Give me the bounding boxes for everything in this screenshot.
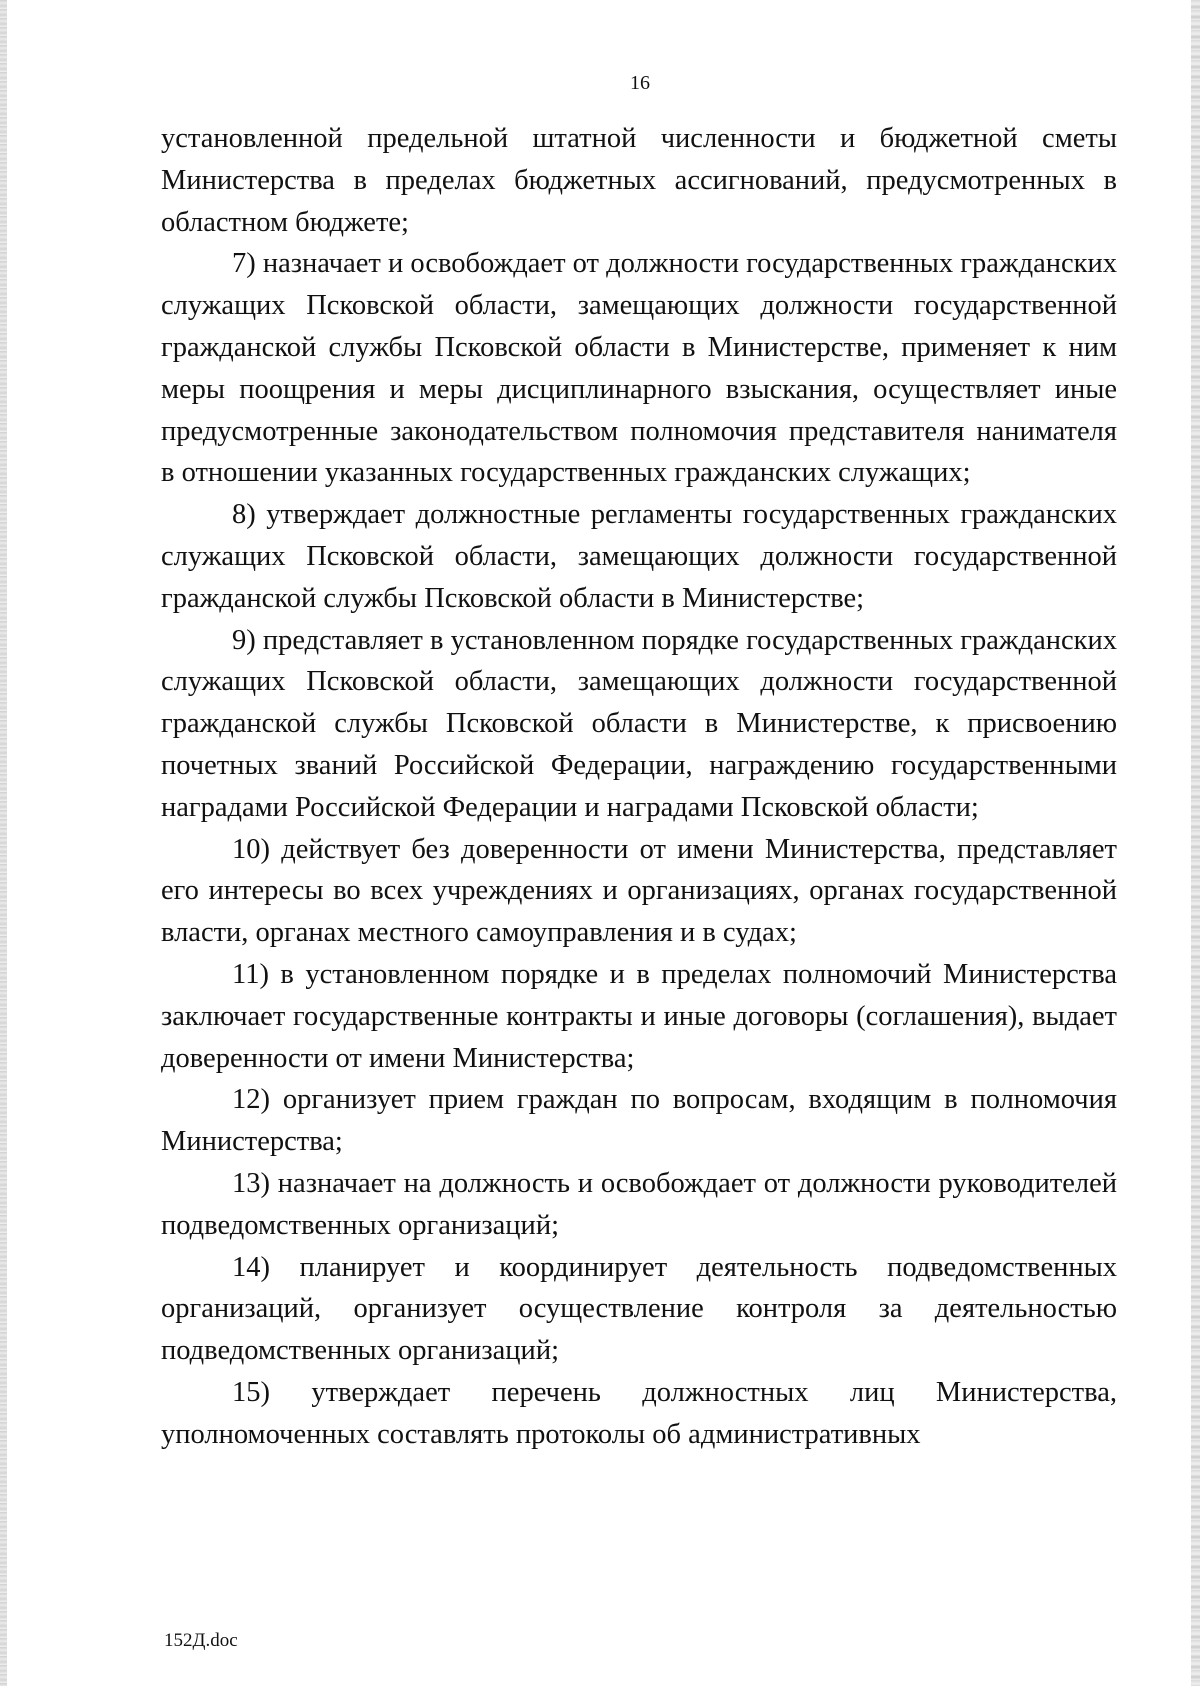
scan-edge-left — [0, 0, 7, 1686]
paragraph-item-7: 7) назначает и освобождает от должности государственных гражданских служащих Псковской области, замещающих должности государственной гражданской службы Псковской области в Министерстве, применяет к ним меры поощрения и меры дисциплинарного взыскания, осуществляет иные предусмотренные законодательством полномочия представителя нанимателя в отношении указанных государственных гражданских служащих; — [161, 248, 1117, 489]
document-body — [161, 118, 1117, 1456]
paragraph-item-14: 14) планирует и координирует деятельность подведомственных организаций, организует осуществление контроля за деятельностью подведомственных организаций; — [161, 1251, 1117, 1367]
footer-filename: 152Д.doc — [164, 1630, 238, 1651]
paragraph-item-15: 15) утверждает перечень должностных лиц Министерства, уполномоченных составлять протоколы об административных — [161, 1376, 1117, 1450]
paragraph-item-10: 10) действует без доверенности от имени Министерства, представляет его интересы во всех учреждениях и организациях, органах государственной власти, органах местного самоуправления и в судах; — [161, 833, 1117, 949]
paragraph-continuation: установленной предельной штатной численности и бюджетной сметы Министерства в пределах бюджетных ассигнований, предусмотренных в областном бюджете; — [161, 123, 1117, 238]
paragraph-item-8: 8) утверждает должностные регламенты государственных гражданских служащих Псковской области, замещающих должности государственной гражданской службы Псковской области в Министерстве; — [161, 499, 1117, 614]
paragraph-item-11: 11) в установленном порядке и в пределах полномочий Министерства заключает государственные контракты и иные договоры (соглашения), выдает доверенности от имени Министерства; — [161, 958, 1117, 1074]
scan-edge-right — [1191, 0, 1200, 1686]
paragraph-item-13: 13) назначает на должность и освобождает от должности руководителей подведомственных организаций; — [161, 1167, 1117, 1241]
page-number: 16 — [630, 72, 650, 94]
paragraph-item-12: 12) организует прием граждан по вопросам, входящим в полномочия Министерства; — [161, 1084, 1117, 1158]
paragraph-item-9: 9) представляет в установленном порядке государственных гражданских служащих Псковской области, замещающих должности государственной гражданской службы Псковской области в Министерстве, к присвоению почетных званий Российской Федерации, награждению государственными наградами Российской Федерации и наградами Псковской области; — [161, 624, 1117, 823]
